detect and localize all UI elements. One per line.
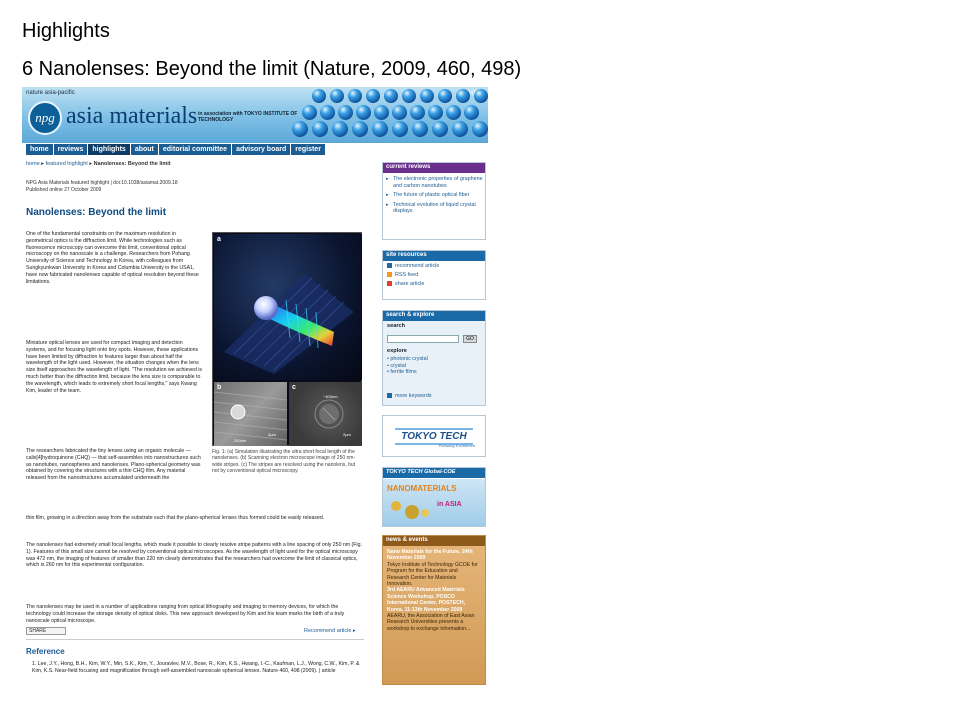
sphere-icon [428,105,443,120]
tokyo-tech-tagline: Pursuing Excellence [438,443,475,448]
optical-image [289,382,362,446]
review-link[interactable]: ▸ Technical evolution of liquid crystal displays [383,202,485,215]
sphere-icon [356,105,371,120]
search-input[interactable] [387,335,459,343]
article-meta [26,180,178,193]
explore-item[interactable]: • crystal [387,362,406,369]
figure-panel-c [289,382,362,446]
article-paragraph: The nanolenses may be used in a number of applications ranging from optical lithography and imaging to memory devices, for which the technology could increase the storage density of optical disks. This new approach developed by Kim and his team marks the birth of a truly nanoscale optical microscope. [26,604,345,624]
association-text: in association with TOKYO INSTITUTE OF TECHNOLOGY [198,111,298,123]
breadcrumb-home[interactable]: home [26,161,40,167]
sphere-icon [330,89,344,103]
review-link[interactable]: ▸ The electronic properties of graphene and carbon nanotubes [383,176,485,189]
article-paragraph: thin film, growing in a direction away from the substrate such that the plano-spherical lenses thus formed could be easily released. [26,515,325,521]
sphere-icon [432,121,448,137]
sphere-icon [402,89,416,103]
rss-feed-resource[interactable]: RSS feed [383,270,485,279]
sphere-icon [372,121,388,137]
coe-dot-icon [405,505,419,519]
site-logo-text: asia materials [66,103,198,129]
arrow-icon [387,393,392,398]
search-explore-box [382,310,486,406]
news-list [383,546,485,635]
nav-tab-highlights[interactable]: highlights [88,144,129,155]
sphere-icon [452,121,468,137]
nav-tab-about[interactable]: about [131,144,158,155]
sphere-icon [292,121,308,137]
coe-nanomaterials-text: NANOMATERIALS [387,484,457,493]
publisher-label: nature asia-pacific [26,90,75,96]
site-resources-heading: site resources [383,251,485,261]
sphere-icon [302,105,317,120]
tokyo-tech-banner[interactable] [382,415,486,457]
scale-bar-b1: 200nm [234,438,247,443]
reference-entry: 1. Lee, J.Y., Hong, B.H., Kim, W.Y., Min, S.K., Kim, Y., Jouravlev, M.V., Bose, R., Kim, K.S., Hwang, I.-C., Kaufman, L.J., Wong, C.W., Kim, P. & Kim, K.S. Near-field focusing and magnification through self-assembled nanoscale spherical lenses. Nature 460, 498 (2009). | article [32,661,360,674]
breadcrumb-featured[interactable]: featured highlight [45,161,88,167]
scale-bar-c2: 2μm [343,432,351,437]
divider [26,639,364,640]
explore-item[interactable]: • ferrite films [387,369,417,376]
share-button[interactable]: SHARE [26,627,66,635]
sphere-icon [384,89,398,103]
sphere-icon [446,105,461,120]
sphere-icon [312,89,326,103]
breadcrumb-current: Nanolenses: Beyond the limit [93,161,171,167]
share-article-resource[interactable]: share article [383,279,485,288]
npg-logo[interactable]: npg [28,101,62,135]
explore-item[interactable]: • photonic crystal [387,356,428,362]
sphere-icon [312,121,328,137]
search-label: search [387,323,406,329]
explore-list [387,356,428,376]
article-date: Published online 27 October 2009 [26,186,102,193]
coe-dot-icon [391,501,401,511]
sphere-icon [412,121,428,137]
article-paragraph: The researchers fabricated the tiny lenses using an organic molecule — calix[4]hydroquinone (CHQ) — that self-assembles into nanostructures such as nanotubes, nanospheres and nanolenses. Plano-spherical geometry was obtained by covering the structures with a thin CHQ film. Any material released from the nanostructures accumulated underneath the [26,448,201,482]
slide-subtitle: 6 Nanolenses: Beyond the limit (Nature, 2009, 460, 498) [22,58,522,80]
sphere-icon [472,121,488,137]
sphere-icon [338,105,353,120]
nav-tab-editorial-committee[interactable]: editorial committee [159,144,231,155]
global-coe-banner[interactable] [382,467,486,527]
sphere-icon [374,105,389,120]
sphere-icon [420,89,434,103]
panel-label-a: a [217,236,221,243]
tokyo-tech-logo: TOKYO TECH [395,428,472,445]
recommend-article-link[interactable]: Recommend article ▸ [304,628,356,634]
nav-tab-home[interactable]: home [26,144,53,155]
nav-tab-reviews[interactable]: reviews [54,144,88,155]
nav-tab-advisory-board[interactable]: advisory board [232,144,290,155]
news-item-body: AEARU, the Association of East Asian Research Universities presents a workshop to exchange information... [387,613,475,632]
scale-bar-b2: 2μm [268,432,276,437]
site-banner [22,87,488,143]
recommend-article-resource[interactable]: recommend article [383,261,485,270]
explore-label: explore [387,348,407,354]
news-item-title[interactable]: Nano Materials for the Future, 24th November 2009 [387,549,473,562]
news-item-title[interactable]: 3rd AEARU Advanced Materials Science Workshop, POSCO International Center, POSTECH, Korea, 11-13th November 2009 [387,587,466,613]
figure-panel-a [214,234,362,380]
coe-dot-icon [421,509,429,517]
reference-heading: Reference [26,647,65,656]
site-resources-box [382,250,486,300]
search-go-button[interactable]: GO [463,335,477,343]
current-reviews-box [382,162,486,240]
article-doi: NPG Asia Materials featured highlight | doi:10.1038/asiamat.2009.18 [26,180,178,186]
sphere-icon [332,121,348,137]
sphere-icon [392,105,407,120]
news-events-heading: news & events [383,536,485,546]
more-keywords-link[interactable]: more keywords [387,393,432,399]
sphere-icon [348,89,362,103]
coe-heading: TOKYO TECH Global-COE [383,468,485,478]
article-paragraph: The nanolenses had extremely small focal lengths, which made it possible to clearly resolve stripe patterns with a line spacing of only 250 nm (Fig. 1). Features of this small size cannot be resolved by conventional optical microscopes. As the wavelength of light used for the optical microscopy was 472 nm, the imaging of features of smaller than 220 nm clearly demonstrates that the researchers had overcome the limit of classical optics, which is 260 nm for this experimental configuration. [26,542,362,569]
breadcrumb: home ▸ featured highlight ▸ Nanolenses: Beyond the limit [26,161,171,167]
article-title: Nanolenses: Beyond the limit [26,207,167,218]
sphere-icon [474,89,488,103]
panel-label-b: b [217,384,222,391]
panel-label-c: c [292,384,296,391]
simulation-image [214,234,362,380]
figure-1[interactable] [212,232,362,446]
coe-asia-text: in ASIA [437,501,462,508]
news-events-box [382,535,486,685]
reviews-list [383,173,485,215]
search-explore-heading: search & explore [383,311,485,321]
main-nav [26,144,376,155]
review-link[interactable]: ▸ The future of plastic optical fiber [383,192,485,199]
coe-image [383,479,485,527]
news-item-body: Tokyo Institute of Technology GCOE for Program for the Education and Research Center for Materials Innovation. [387,561,478,588]
article-paragraph: One of the fundamental constraints on the maximum resolution in geometrical optics is the diffraction limit. While technologies such as fluorescence microscopy can overcome this limit, conventional optical microscopy on the nanoscale is a challenge. Researchers from Pohang University of Science and Technology in Korea, with colleagues from Sungkyunkwan University in Korea and Columbia University in the USA1, have now fabricated nanolenses capable of optical resolution beyond these limitations. [26,231,199,285]
sphere-icon [464,105,479,120]
sphere-icon [320,105,335,120]
current-reviews-heading: current reviews [383,163,485,173]
figure-panel-b [214,382,287,446]
article-paragraph: Miniature optical lenses are used for compact imaging and detection systems, and for focusing light onto tiny spots. However, these applications have been limited by diffraction to features larger than about half the wavelength of the light used. However, the situation changes when the lens size itself approaches the wavelength of light. "The resolution we achieved is much better than the diffraction limit, because the lens size is comparable to the wavelength, which leads to extremely short focal lengths," says Kwang Kim, leader of the team. [26,340,203,394]
slide-title: Highlights [22,20,110,42]
webpage-screenshot [22,87,488,685]
sphere-icon [366,89,380,103]
sem-image [214,382,287,446]
sphere-icon [352,121,368,137]
scale-bar-c1: ~400nm [323,394,338,399]
figure-caption: Fig. 1: (a) Simulation illustrating the ultra short focal length of the nanolenses. (b) Scanning electron microscope image of 250 nm-wide stripes. (c) The stripes are resolved using the nanolens, but not by conventional optical microscopy. [212,449,356,475]
sphere-icon [410,105,425,120]
sphere-icon [392,121,408,137]
nav-tab-register[interactable]: register [291,144,325,155]
sphere-icon [438,89,452,103]
sphere-icon [456,89,470,103]
